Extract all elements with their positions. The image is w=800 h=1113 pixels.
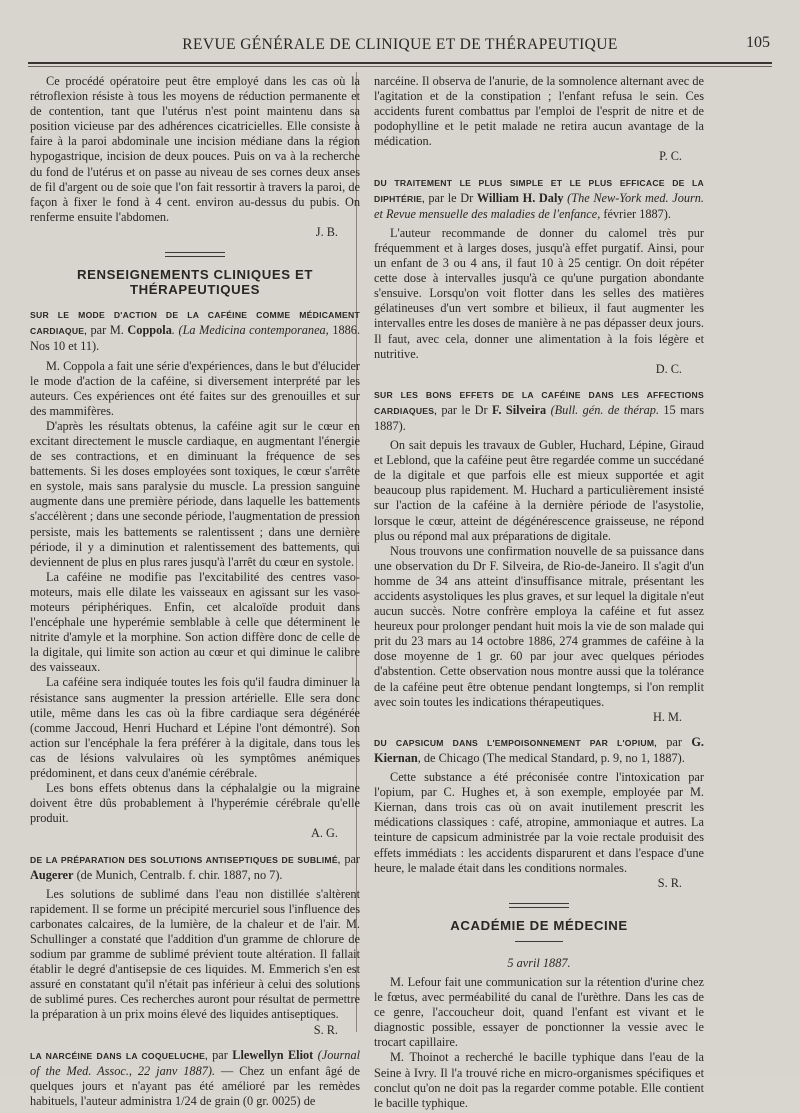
article-by: par [212,1047,228,1062]
section-title: RENSEIGNEMENTS CLINIQUES ET THÉRAPEUTIQUES [76,267,313,298]
article-author: Coppola [127,323,172,338]
signature: D. C. [655,361,682,376]
paragraph: Nous trouvons une confirmation nouvelle de sa puissance dans une observation du Dr F. Silveira, de Rio-de-Janeiro. Il s'agit d'un homme de 34 ans atteint d'insuffisance mitrale, présentant les accidents asystoliques les plus graves, et sur lequel la digitale n'eut aucun succès. Notre confrère employa la caféine et fut assez heureux pour prolonger pendant huit mois la vie de son malade qui prit du 23 mars au 14 octobre 1886, 274 grammes de caféine à la dose moyenne de 1 gr. 60 par jour avec quelques périodes d'abstention. Cette observation nous montre aussi que la tolérance de la caféine peut être obtenue pendant longtemps, si l'on remplit avec soin toutes les indications thérapeutiques. [374,543,704,709]
paragraph: L'auteur recommande de donner du calomel très pur fréquemment et à larges doses, jusqu'à effet purgatif. Ainsi, pour un enfant de 3 ou 4 ans, il faut 10 à 25 centigr. On doit répéter cette dose à intervalles jusqu'à ce qu'une purgation abondante s'ensuive. Lorsqu'on voit flotter dans les selles des matières gélatineuses d'un vert sombre et bilieux, il faut augmenter les intervalles entre les doses de manière à ne pas dépasser deux jours. Il faut, avec cela, donner une alimentation à la fois légère et nutritive. [374,225,704,361]
article-heading [374,387,704,434]
page-header [28,34,772,60]
paragraph: D'après les résultats obtenus, la caféine agit sur le cœur en excitant directement le muscle cardiaque, en augmentant l'énergie de ses contractions, et en diminuant la fréquence de ses battements. Si les doses employées sont toxiques, le cœur s'arrête en systole, mais sans paralysie du muscle. La pression sanguine augmente dans une première période, dans laquelle les battements s'accélèrent ; dans une seconde période, l'augmentation de pression persiste, mais les battements se ralentissent ; dans une dernière période, il y a diminution et ralentissement des battements, qui deviennent de plus en plus rares jusqu'à l'arrêt du cœur en systole. [30,418,360,569]
signature: A. G. [311,826,338,841]
article-heading [30,852,360,883]
article-heading [30,1048,360,1109]
article-author: Augerer [30,867,74,882]
paragraph: Les solutions de sublimé dans l'eau non distillée s'altèrent rapidement. Il se forme un précipité mercuriel sous l'influence des carbonates calcaires, de la lumière, de la chaleur et de l'air. M. Schullinger a constaté que l'addition d'un gramme de chlorure de sodium par gramme de sublimé prévient toute altération. Il fallait établir le degré d'antisepsie de ces liquides. M. Emmerich s'en est assuré en constatant qu'il n'était pas inférieur à celui des solutions de sublimé pures. Ces recherches auront pour résultat de permettre la préparation à un prix moins élevé des liquides antiseptiques. [30,886,360,1022]
academy-title: ACADÉMIE DE MÉDECINE [450,917,628,933]
article-source-tail: 1886. Nos 10 et 11). [30,323,361,354]
article-source: (de Munich, Centralb. f. chir. 1887, no 7). [76,867,283,882]
paragraph: On sait depuis les travaux de Gubler, Huchard, Lépine, Giraud et Leblond, que la caféine peut être regardée comme un succédané de la digitale et que parfois elle est mieux supportée et agit beaucoup plus rapidement. M. Huchard a particulièrement insisté sur l'action de la caféine à la dernière période de l'asystolie, lorsque le cœur, atteint de dégénérescence graisseuse, ne répond plus ou répond mal aux préparations de digitale. [374,438,704,543]
article-source: . (La Medicina contemporanea, [171,323,329,338]
intro-paragraph: Ce procédé opératoire peut être employé dans les cas où la rétroflexion résiste à tous les moyens de réduction permanente et de contention, tant que l'utérus n'est point maintenu dans sa position vicieuse par des adhérences cicatricielles. Elle consiste à faire à la paroi abdominale une incision médiane dans la région hypogastrique, incision de deux pouces. Puis on va à la recherche du fond de l'utérus et on passe au niveau de ses cornes deux anses de fil d'argent ou de soie que l'on fait ressortir à travers la paroi, de façon à fixer le fond à 4 cent. environ au-dessus du pubis. On renferme ensuite l'abdomen. [30,74,360,224]
article-source: , de Chicago (The medical Standard, p. 9, no 1, 1887). [417,750,685,765]
signature: H. M. [652,709,682,724]
article-by: par M. [90,323,124,338]
header-rule [28,62,772,64]
header-rule-thin [28,66,772,67]
article-title: SUR LE MODE D'ACTION DE LA CAFÉINE COMME MÉDICAMENT CARDIAQUE, [30,310,360,337]
article-by: par le Dr [428,190,474,205]
article-title: SUR LES BONS EFFETS DE LA CAFÉINE DANS LES AFFECTIONS CARDIAQUES, [374,389,704,416]
article-by: par le Dr [441,402,488,417]
article-by: par [344,851,361,866]
article-title: LA NARCÉINE DANS LA COQUELUCHE, [30,1050,208,1061]
paragraph: Cette substance a été préconisée contre l'intoxication par l'opium, par C. Hughes et, à son exemple, employée par M. Kiernan, dans trois cas où on avait inutilement prescrit les médications classiques : café, atropine, ammoniaque et autres. La teinture de capsicum administrée par la voie rectale produisit des effets immédiats : les accidents disparurent et dans l'espace d'une heure, le malade était dans les conditions normales. [374,770,704,875]
article-title: DE LA PRÉPARATION DES SOLUTIONS ANTISEPTIQUES DE SUBLIMÉ, [30,854,341,865]
article-author: G. Kiernan [374,734,704,765]
title-rule [515,941,563,942]
article-source-tail: février 1887). [603,206,671,221]
paragraph: M. Thoinot a recherché le bacille typhique dans l'eau de la Seine à Ivry. Il l'a trouvé riche en micro-organismes spécifiques et conclut qu'on ne doit pas la regarder comme potable. Elle contient le bacille typhique. [374,1050,704,1110]
article-by: par [666,734,682,749]
paragraph: M. Lefour fait une communication sur la rétention d'urine chez le fœtus, avec perméabilité du canal de l'urèthre. Dans les cas de ce genre, l'accoucheur doit, quand l'enfant est vivant et le diagnostic possible, essayer de ponctionner la vessie avec le trocart capillaire. [374,974,704,1050]
continued-paragraph: narcéine. Il observa de l'anurie, de la somnolence alternant avec de l'agitation et de la constipation ; l'enfant refusa le sein. Ces accidents furent combattus par l'emploi de l'esprit de nitre et de podophylline et le petit malade ne retira aucun avantage de la médication. [374,74,704,149]
article-author: William H. Daly [476,190,564,205]
article-author: F. Silveira [492,402,547,417]
signature: J. B. [315,224,338,239]
page-number: 105 [746,34,770,51]
article-text: — Chez un enfant âgé de quelques jours et n'ayant pas été amélioré par les remèdes habituels, l'auteur administra 1/24 de grain (0 gr. 0025) de [30,1063,360,1108]
right-column [374,74,704,1111]
session-date: 5 avril 1887. [507,955,571,970]
article-heading [374,175,704,222]
paragraph: La caféine sera indiquée toutes les fois qu'il faudra diminuer la résistance sans augmenter la pression artérielle. Elle sera donc utile, même dans les cas où la fibre cardiaque sera dégénérée (comme Jaccoud, Henri Huchard et Lépine l'ont démontré). Son action sur l'encéphale la fera préférer à la digitale, dans tous les cas de lésions valvulaires où les symptômes anémiques prédominent, et dans ceux d'anémie cérébrale. [30,675,360,781]
article-source: (Bull. gén. de thérap. [550,402,660,417]
running-head: REVUE GÉNÉRALE DE CLINIQUE ET DE THÉRAPEUTIQUE [182,36,618,53]
paragraph: Les bons effets obtenus dans la céphalalgie ou la migraine doivent être dûs probablement à l'hyperémie cérébrale qu'elle produit. [30,781,360,826]
left-column [30,74,360,1113]
article-title: DU CAPSICUM DANS L'EMPOISONNEMENT PAR L'OPIUM, [374,737,657,748]
signature: S. R. [657,875,682,890]
article-source: (The New-York med. Journ. et Revue mensuelle des maladies de l'enfance, [374,190,704,221]
article-source: (Journal of the Med. Assoc., 22 janv 1887). [30,1047,361,1078]
signature: P. C. [659,149,682,164]
section-ornament [509,903,569,908]
paragraph: M. Coppola a fait une série d'expériences, dans le but d'élucider le mode d'action de la caféine, si diversement interprété par les auteurs. Ces expériences ont été faites sur des grenouilles et sur des mammifères. [30,358,360,418]
signature: S. R. [313,1022,338,1037]
paragraph: La caféine ne modifie pas l'excitabilité des centres vaso-moteurs, mais elle dilate les vaisseaux en agissant sur les vaso-moteurs périphériques. Enfin, cet alcaloïde produit dans l'encéphale une hyperémie semblable à celle que déterminent le nitrite d'amyle et la morphine. Son action diffère donc de celle de la digitale, qui limite son action au cœur et qui diminue le calibre des vaisseaux. [30,569,360,675]
article-heading [30,307,360,354]
article-heading [374,735,704,766]
article-source-tail: 15 mars 1887). [374,402,704,433]
article-author: Llewellyn Eliot [232,1047,314,1062]
section-ornament [165,252,225,257]
article-title: DU TRAITEMENT LE PLUS SIMPLE ET LE PLUS EFFICACE DE LA DIPHTÉRIE, [374,177,704,204]
